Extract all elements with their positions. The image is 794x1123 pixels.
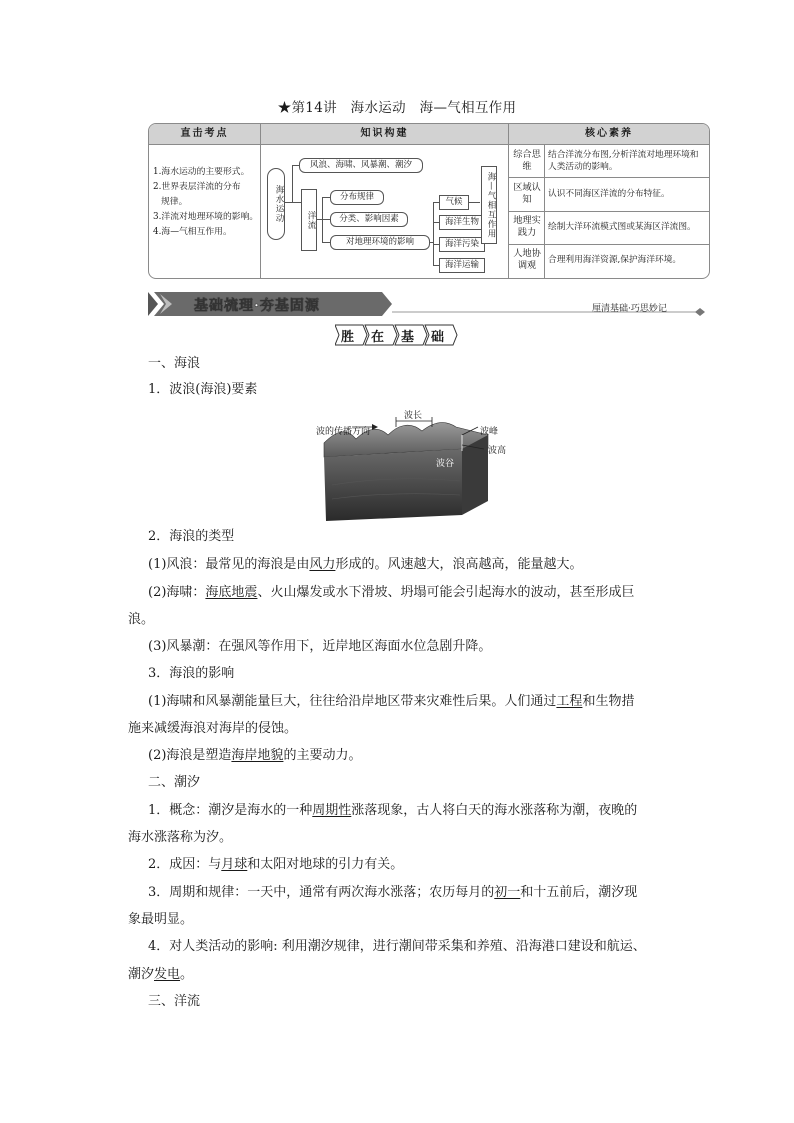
paragraph: 1．概念：潮汐是海水的一种周期性涨落现象，古人将白天的海水涨落称为潮，夜晚的 [148, 803, 638, 818]
col-divider-2 [508, 124, 509, 278]
header-knowledge: 知识构建 [261, 124, 508, 144]
connector [292, 165, 299, 166]
section-heading-currents: 三、洋流 [148, 994, 201, 1009]
paragraph: (2)海浪是塑造海岸地貌的主要动力。 [148, 748, 362, 763]
label-wavelength: 波长 [404, 411, 423, 421]
literacy-desc: 绘制大洋环流模式图或某海区洋流图。 [548, 222, 696, 232]
badge-char: 胜 [341, 330, 355, 345]
paragraph: (1)海啸和风暴潮能量巨大，往往给沿岸地区带来灾难性后果。人们通过工程和生物措 [148, 694, 635, 709]
connector [292, 202, 301, 203]
header-literacy: 核心素养 [509, 124, 709, 144]
header-divider [149, 144, 709, 145]
literacy-name: 区域认知 [513, 182, 541, 205]
label-crest: 波峰 [480, 427, 499, 437]
literacy-divider-2 [509, 211, 709, 212]
node-distribution: 分布规律 [330, 190, 384, 205]
literacy-divider-1 [509, 177, 709, 178]
literacy-name: 综合思维 [513, 149, 541, 172]
node-impact: 对地理环境的影响 [330, 235, 430, 250]
node-classification: 分类、影响因素 [330, 212, 408, 227]
badge-char: 基 [401, 330, 415, 345]
key-point: 3.洋流对地理环境的影响。 [153, 212, 259, 222]
banner-title: 基础梳理·夯基固源 [194, 298, 320, 314]
paragraph: (2)海啸：海底地震、火山爆发或水下滑坡、坍塌可能会引起海水的波动，甚至形成巨 [148, 585, 635, 600]
label-height: 波高 [488, 446, 507, 456]
paragraph-continued: 海水涨落称为汐。 [128, 830, 233, 845]
badge-char: 在 [371, 330, 385, 345]
paragraph: 2．成因：与月球和太阳对地球的引力有关。 [148, 857, 404, 872]
subheading-wave-types: 2．海浪的类型 [148, 529, 235, 544]
literacy-desc: 合理利用海洋资源,保护海洋环境。 [548, 255, 682, 265]
badge-char: 础 [431, 330, 445, 345]
banner-subtitle: 厘清基础·巧思妙记 [592, 304, 667, 314]
section-heading-waves: 一、海浪 [148, 356, 201, 371]
literacy-name: 地理实践力 [513, 215, 541, 238]
node-marine-life: 海洋生物 [439, 215, 485, 230]
overview-table [148, 123, 710, 279]
paragraph-continued: 浪。 [128, 612, 155, 627]
section-heading-tides: 二、潮汐 [148, 775, 201, 790]
key-point: 1.海水运动的主要形式。 [153, 167, 250, 177]
node-root: 海水运动 [267, 168, 285, 240]
connector [322, 242, 330, 243]
key-point: 规律。 [161, 197, 188, 207]
paragraph-continued: 象最明显。 [128, 912, 194, 927]
node-interaction: 海—气相互作用 [481, 166, 497, 244]
literacy-desc: 认识不同海区洋流的分布特征。 [548, 189, 670, 199]
literacy-name: 人地协调观 [513, 248, 541, 271]
subheading-wave-impacts: 3．海浪的影响 [148, 666, 235, 681]
key-point: 2.世界表层洋流的分布 [153, 182, 241, 192]
key-points-list [153, 166, 259, 241]
connector [322, 219, 330, 220]
paragraph-continued: 潮汐发电。 [128, 967, 194, 982]
wave-diagram [312, 405, 512, 523]
col-divider-1 [260, 124, 261, 278]
literacy-divider-3 [509, 244, 709, 245]
connector [284, 202, 292, 203]
paragraph-continued: 施来减缓海浪对海岸的侵蚀。 [128, 721, 298, 736]
page-title: ★第14讲 海水运动 海—气相互作用 [277, 100, 517, 116]
label-trough: 波谷 [436, 459, 455, 469]
paragraph: (1)风浪：最常见的海浪是由风力形成的。风速越大，浪高越高，能量越大。 [148, 557, 583, 572]
paragraph: 3．周期和规律：一天中，通常有两次海水涨落；农历每月的初一和十五前后，潮汐现 [148, 885, 638, 900]
label-direction: 波的传播方向 [316, 427, 371, 437]
connector [433, 202, 434, 266]
key-point: 4.海—气相互作用。 [153, 227, 232, 237]
connector [468, 202, 480, 203]
subheading-wave-elements: 1．波浪(海浪)要素 [148, 382, 258, 397]
node-shipping: 海洋运输 [439, 258, 485, 273]
header-key-points: 直击考点 [149, 124, 260, 144]
node-climate: 气候 [439, 195, 469, 210]
literacy-desc: 结合洋流分布图,分析洋流对地理环境和人类活动的影响。 [548, 150, 699, 172]
node-ocean-current: 洋流 [301, 189, 317, 251]
connector [292, 165, 293, 202]
connector [322, 197, 330, 198]
node-waves: 风浪、海啸、风暴潮、潮汐 [299, 158, 423, 173]
node-pollution: 海洋污染 [439, 237, 485, 252]
paragraph: 4．对人类活动的影响: 利用潮汐规律，进行潮间带采集和养殖、沿海港口建设和航运、 [148, 939, 646, 954]
paragraph: (3)风暴潮：在强风等作用下，近岸地区海面水位急剧升降。 [148, 639, 492, 654]
